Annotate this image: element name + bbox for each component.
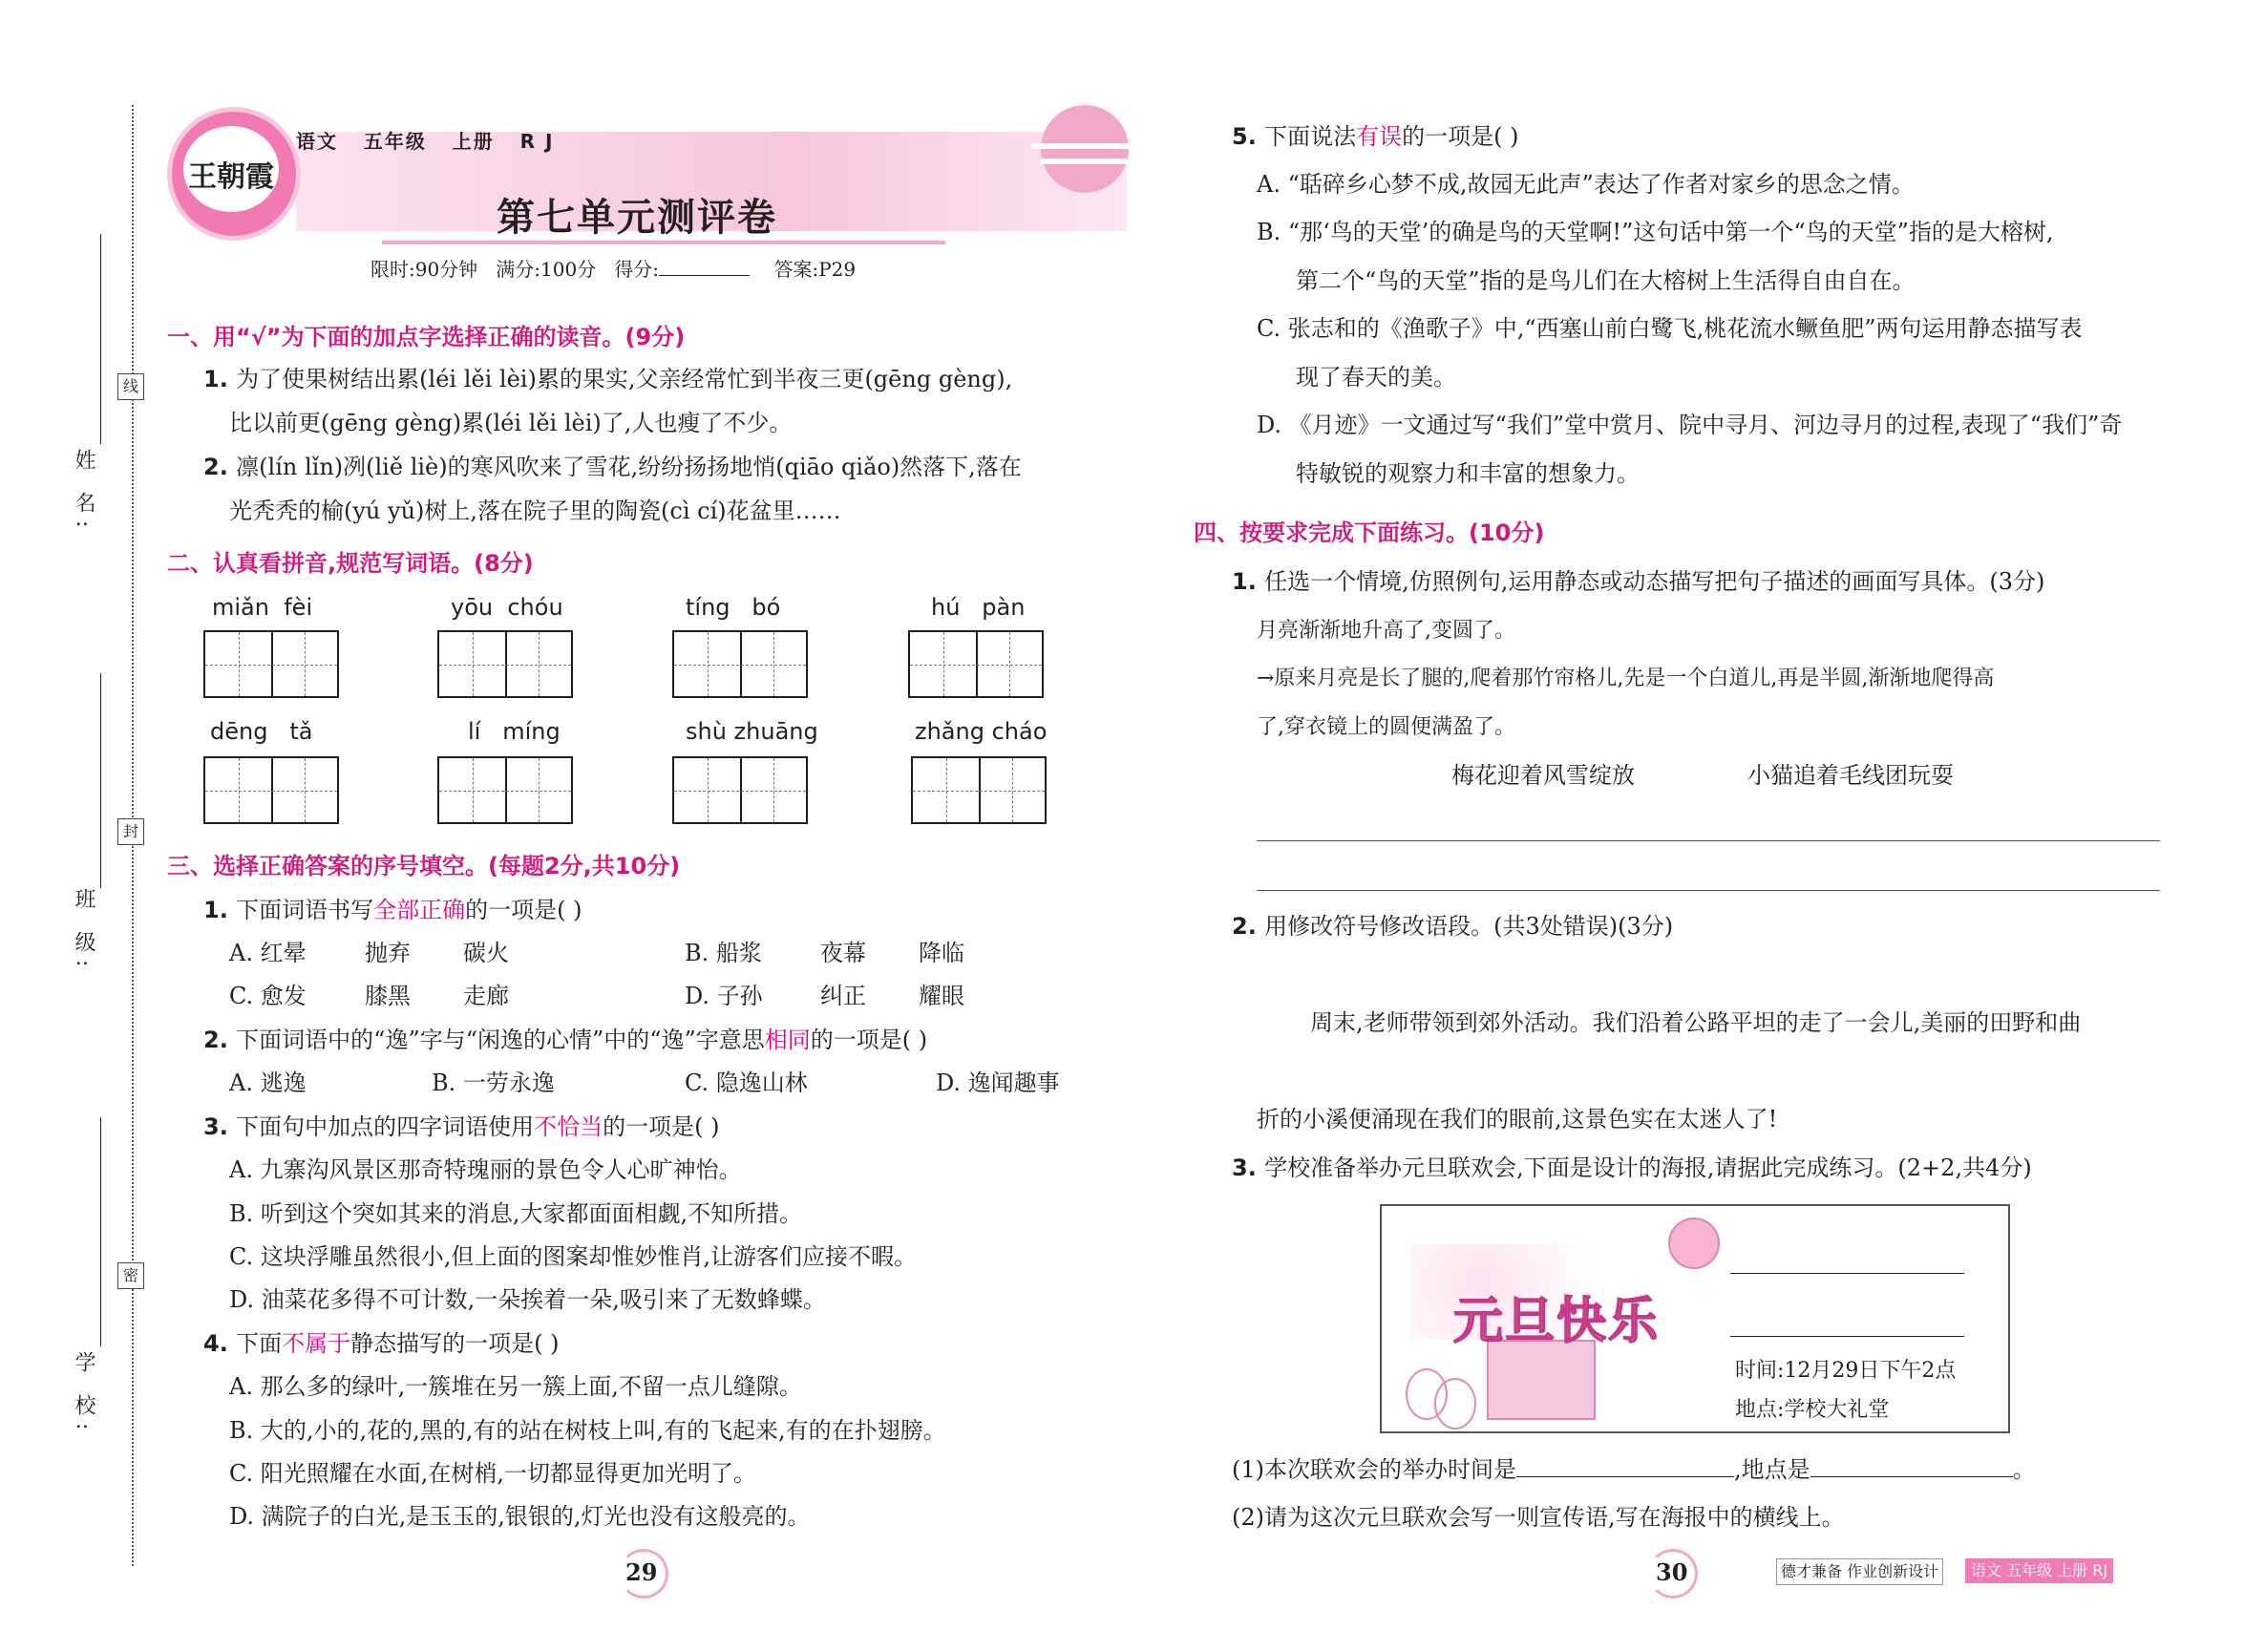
q4-option-D[interactable]: D. 满院子的白光,是玉玉的,银银的,灯光也没有这般亮的。	[229, 1503, 811, 1530]
sun-decoration	[1041, 105, 1129, 193]
poster-place: 地点:学校大礼堂	[1735, 1398, 1890, 1422]
q4-post: 静态描写的一项是( )	[350, 1330, 560, 1357]
time-answer-blank[interactable]	[1516, 1476, 1734, 1477]
q2-option-D[interactable]: D. 逸闻趣事	[936, 1070, 1060, 1096]
q1-pre: 下面词语书写	[236, 897, 374, 923]
header-volume: 上册	[452, 130, 495, 153]
page-number-right: 30	[1656, 1558, 1688, 1586]
q1-option-B[interactable]: B. 船浆 夜幕 降临	[685, 940, 964, 966]
q1-emphasis: 全部正确	[373, 897, 466, 923]
q1-option-C[interactable]: C. 愈发 膝黑 走廊	[229, 983, 509, 1009]
pinyin-8: zhǎng cháo	[915, 718, 1048, 745]
sub-question-2: (2)请为这次元旦联欢会写一则宣传语,写在海报中的横线上。	[1232, 1504, 1845, 1531]
exam-info	[370, 254, 856, 282]
sub-question-1	[1232, 1455, 2036, 1484]
example-answer-line1: →原来月亮是长了腿的,爬着那竹帘格儿,先是一个白道儿,再是半圆,渐渐地爬得高	[1257, 667, 1995, 690]
q3-option-B[interactable]: B. 听到这个突如其来的消息,大家都面面相觑,不知所措。	[229, 1200, 803, 1227]
section1-title: 一、用“√”为下面的加点字选择正确的读音。(9分)	[167, 324, 686, 350]
name-write-line	[100, 234, 101, 444]
header-subject-line	[296, 126, 554, 154]
q5-pre: 下面说法	[1264, 123, 1357, 150]
sec4-q3-text: 学校准备举办元旦联欢会,下面是设计的海报,请据此完成练习。(2+2,共4分)	[1264, 1154, 2032, 1181]
pinyin-5: dēng tǎ	[210, 718, 313, 745]
q2-option-B[interactable]: B. 一劳永逸	[432, 1070, 555, 1096]
writing-grid-1[interactable]	[203, 630, 339, 698]
writing-grid-6[interactable]	[437, 756, 573, 824]
sec1-q1-text1: 为了使果树结出累(léi lěi lèi)累的果实,父亲经常忙到半夜三更(gēng gèng),	[236, 366, 1013, 392]
paragraph-line2: 折的小溪便涌现在我们的眼前,这景色实在太迷人了!	[1257, 1106, 1778, 1133]
q4-option-B[interactable]: B. 大的,小的,花的,黑的,有的站在树枝上叫,有的飞起来,有的在扑翅膀。	[229, 1417, 946, 1444]
situation-option-1[interactable]: 梅花迎着风雪绽放	[1451, 762, 1635, 789]
answer-line-1[interactable]	[1257, 840, 2160, 841]
score-label: 得分:	[614, 258, 660, 281]
name-label: 姓 名:	[72, 449, 95, 536]
writing-grid-4[interactable]	[908, 630, 1044, 698]
wave-decoration	[1031, 143, 1136, 149]
q5-option-B-line2: 第二个“鸟的天堂”指的是鸟儿们在大榕树上生活得自由自在。	[1296, 267, 1916, 294]
pinyin-3: tíng bó	[686, 594, 781, 621]
pinyin-7: shù zhuāng	[686, 718, 818, 745]
q5-option-A[interactable]: A. “聒碎乡心梦不成,故园无此声”表达了作者对家乡的思念之情。	[1257, 171, 1915, 198]
q5-option-D-line1[interactable]: D. 《月迹》一文通过写“我们”堂中赏月、院中寻月、河边寻月的过程,表现了“我们”奇	[1257, 412, 2123, 438]
q3-pre: 下面句中加点的四字词语使用	[236, 1113, 535, 1140]
wave-decoration-2	[1041, 159, 1127, 164]
q2-emphasis: 相同	[764, 1027, 811, 1053]
place-answer-blank[interactable]	[1810, 1476, 2013, 1477]
score-blank[interactable]	[659, 275, 750, 276]
paragraph-line1: 周末,老师带领到郊外活动。我们沿着公路平坦的走了一会儿,美丽的田野和曲	[1310, 1009, 2082, 1036]
sub1-part-b: ,地点是	[1734, 1456, 1810, 1483]
writing-grid-5[interactable]	[203, 756, 339, 824]
q2-option-A[interactable]: A. 逃逸	[229, 1070, 307, 1096]
q3-option-D[interactable]: D. 油菜花多得不可计数,一朵挨着一朵,吸引来了无数蜂蝶。	[229, 1286, 826, 1313]
q4-option-A[interactable]: A. 那么多的绿叶,一簇堆在另一簇上面,不留一点儿缝隙。	[229, 1373, 802, 1400]
writing-grid-3[interactable]	[672, 630, 808, 698]
section3-title: 三、选择正确答案的序号填空。(每题2分,共10分)	[167, 853, 681, 879]
q3-post: 的一项是( )	[603, 1113, 720, 1140]
pinyin-2: yōu chóu	[451, 594, 563, 621]
writing-grid-8[interactable]	[911, 756, 1047, 824]
poster-slogan-line-1[interactable]	[1730, 1273, 1964, 1274]
poster-time: 时间:12月29日下午2点	[1735, 1359, 1957, 1383]
poster-slogan-line-2[interactable]	[1730, 1336, 1964, 1337]
answer-line-2[interactable]	[1257, 890, 2160, 891]
q5-option-C-line1[interactable]: C. 张志和的《渔歌子》中,“西塞山前白鹭飞,桃花流水鳜鱼肥”两句运用静态描写表	[1257, 315, 2083, 342]
section2-title: 二、认真看拼音,规范写词语。(8分)	[167, 550, 534, 577]
pinyin-1: miǎn fèi	[212, 594, 313, 621]
sec4-q3: 3. 学校准备举办元旦联欢会,下面是设计的海报,请据此完成练习。(2+2,共4分)	[1232, 1154, 2032, 1181]
sec4-q2-text: 用修改符号修改语段。(共3处错误)(3分)	[1264, 913, 1674, 940]
section4-title: 四、按要求完成下面练习。(10分)	[1194, 519, 1545, 546]
poster-title: 元旦快乐	[1453, 1293, 1661, 1350]
poster	[1380, 1204, 2010, 1433]
footer-tag: 语文 五年级 上册 RJ	[1965, 1558, 2113, 1583]
q5-emphasis: 有误	[1356, 123, 1403, 150]
page-title: 第七单元测评卷	[497, 196, 777, 240]
school-write-line	[100, 1117, 101, 1346]
q2-option-C[interactable]: C. 隐逸山林	[685, 1070, 808, 1096]
q2-post: 的一项是( )	[810, 1027, 928, 1053]
sec1-q1-line2: 比以前更(gēng gèng)累(léi lěi lèi)了,人也瘦了不少。	[229, 410, 793, 436]
sec3-q2: 2. 下面词语中的“逸”字与“闲逸的心情”中的“逸”字意思相同的一项是( )	[203, 1027, 928, 1053]
sec4-q1-text: 任选一个情境,仿照例句,运用静态或动态描写把句子描述的画面写具体。(3分)	[1264, 568, 2045, 595]
sec1-q2-text1: 凛(lín lǐn)冽(liě liè)的寒风吹来了雪花,纷纷扬扬地悄(qiāo qiǎo)然落下,落在	[236, 454, 1022, 480]
q4-option-C[interactable]: C. 阳光照耀在水面,在树梢,一切都显得更加光明了。	[229, 1460, 757, 1487]
example-sentence: 月亮渐渐地升高了,变圆了。	[1257, 619, 1515, 643]
binding-mark-secret: 密	[117, 1262, 144, 1289]
q5-option-C-line2: 现了春天的美。	[1296, 364, 1456, 391]
binding-mark-seal: 封	[117, 818, 144, 845]
sec4-q2: 2. 用修改符号修改语段。(共3处错误)(3分)	[1232, 913, 1674, 940]
situation-option-2[interactable]: 小猫追着毛线团玩耍	[1747, 762, 1954, 789]
school-label: 学 校:	[72, 1351, 95, 1438]
sec1-q1-line1: 1. 为了使果树结出累(léi lěi lèi)累的果实,父亲经常忙到半夜三更(gēng gèng),	[203, 366, 1013, 392]
page-number-left: 29	[625, 1558, 658, 1586]
sec4-q1: 1. 任选一个情境,仿照例句,运用静态或动态描写把句子描述的画面写具体。(3分)	[1232, 568, 2045, 595]
header-edition: R J	[519, 130, 555, 153]
header-subject: 语文	[296, 130, 338, 153]
q5-post: 的一项是( )	[1402, 123, 1519, 150]
sec3-q4: 4. 下面不属于静态描写的一项是( )	[203, 1330, 560, 1357]
q1-option-A[interactable]: A. 红晕 抛弃 碳火	[229, 940, 509, 966]
time-limit: 限时:90分钟	[370, 258, 478, 281]
writing-grid-7[interactable]	[672, 756, 808, 824]
q3-option-C[interactable]: C. 这块浮雕虽然很小,但上面的图案却惟妙惟肖,让游客们应接不暇。	[229, 1243, 918, 1270]
balloon-icon-2	[1434, 1378, 1476, 1430]
class-write-line	[100, 673, 101, 888]
q5-option-B-line1[interactable]: B. “那‘鸟的天堂’的确是鸟的天堂啊!”这句话中第一个“鸟的天堂”指的是大榕树,	[1257, 219, 2054, 245]
lantern-icon	[1668, 1218, 1720, 1269]
q3-option-A[interactable]: A. 九寨沟风景区那奇特瑰丽的景色令人心旷神怡。	[229, 1156, 742, 1183]
answer-ref: 答案:P29	[773, 258, 857, 281]
full-score: 满分:100分	[496, 258, 597, 281]
writing-grid-2[interactable]	[437, 630, 573, 698]
sub1-part-a: (1)本次联欢会的举办时间是	[1232, 1456, 1516, 1483]
pinyin-4: hú pàn	[931, 594, 1026, 621]
sec3-q5: 5. 下面说法有误的一项是( )	[1232, 123, 1519, 150]
q5-option-D-line2: 特敏锐的观察力和丰富的想象力。	[1296, 460, 1640, 487]
example-answer-line2: 了,穿衣镜上的圆便满盈了。	[1257, 715, 1515, 739]
q3-emphasis: 不恰当	[534, 1113, 603, 1140]
pinyin-6: lí míng	[468, 718, 561, 745]
header-grade: 五年级	[363, 130, 427, 153]
q4-emphasis: 不属于	[282, 1330, 351, 1357]
class-label: 班 级:	[72, 888, 95, 975]
binding-mark-line: 线	[117, 373, 144, 400]
sec1-q2-line2: 光秃秃的榆(yú yǔ)树上,落在院子里的陶瓷(cì cí)花盆里……	[229, 498, 841, 524]
q1-post: 的一项是( )	[465, 897, 582, 923]
sub1-part-c: 。	[2012, 1456, 2036, 1483]
q2-pre: 下面词语中的“逸”字与“闲逸的心情”中的“逸”字意思	[236, 1027, 765, 1053]
q4-pre: 下面	[236, 1330, 283, 1357]
footer-brand: 德才兼备 作业创新设计	[1776, 1558, 1943, 1585]
sec1-q2-line1: 2. 凛(lín lǐn)冽(liě liè)的寒风吹来了雪花,纷纷扬扬地悄(qiāo qiǎo)然落下,落在	[203, 454, 1022, 480]
sec3-q1: 1. 下面词语书写全部正确的一项是( )	[203, 897, 582, 923]
q1-option-D[interactable]: D. 子孙 纠正 耀眼	[685, 983, 964, 1009]
logo-text: 王朝霞	[188, 160, 274, 194]
sec3-q3: 3. 下面句中加点的四字词语使用不恰当的一项是( )	[203, 1113, 720, 1140]
